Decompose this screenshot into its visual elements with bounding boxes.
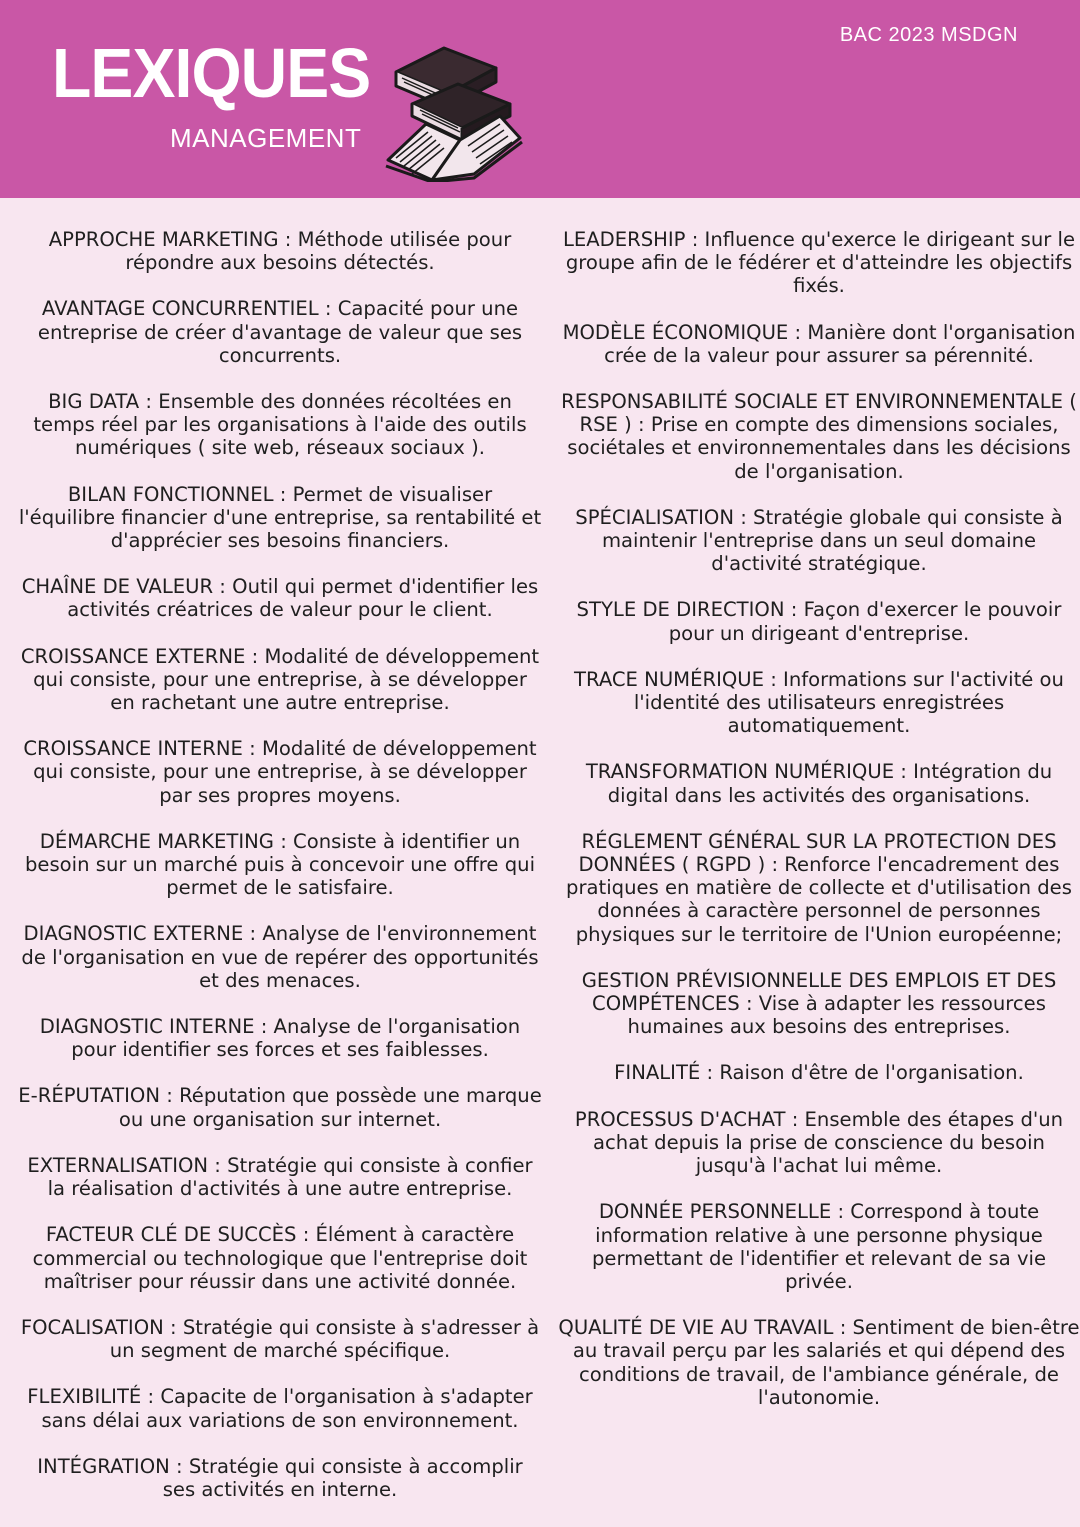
page-title: LEXIQUES	[52, 34, 371, 112]
glossary-entry: DONNÉE PERSONNELLE : Correspond à toute information relative à une personne physique permettant de l'identifier et relevant de sa vie privée.	[591, 1200, 1047, 1293]
glossary-entry: TRACE NUMÉRIQUE : Informations sur l'activité ou l'identité des utilisateurs enregistrées automatiquement.	[574, 667, 1064, 738]
glossary-entry: E-RÉPUTATION : Réputation que possède une marque ou une organisation sur internet.	[18, 1084, 542, 1131]
glossary-entry: EXTERNALISATION : Stratégie qui consiste à confier la réalisation d'activités à une autre entreprise.	[27, 1153, 533, 1201]
glossary-entry: RÉGLEMENT GÉNÉRAL SUR LA PROTECTION DES DONNÉES ( RGPD ) : Renforce l'encadrement des pratiques en matière de collecte et d'utilisation des données à caractère personnel de personnes physiques sur le territoire de l'Union européenne;	[566, 829, 1072, 946]
glossary-entry: BILAN FONCTIONNEL : Permet de visualiser l'équilibre financier d'une entreprise, sa rentabilité et d'apprécier ses besoins financiers.	[18, 482, 542, 553]
header-banner	[0, 0, 1080, 198]
left-column	[18, 228, 542, 1524]
glossary-entry: LEADERSHIP : Influence qu'exerce le dirigeant sur le groupe afin de le fédérer et d'atteindre les objectifs fixés.	[562, 228, 1076, 298]
glossary-entry: GESTION PRÉVISIONNELLE DES EMPLOIS ET DES COMPÉTENCES : Vise à adapter les ressources humaines aux besoins des entreprises.	[581, 968, 1057, 1039]
glossary-entry: MODÈLE ÉCONOMIQUE : Manière dont l'organisation crée de la valeur pour assurer sa pérennité.	[562, 320, 1076, 367]
glossary-entry: SPÉCIALISATION : Stratégie globale qui consiste à maintenir l'entreprise dans un seul domaine d'activité stratégique.	[575, 505, 1063, 576]
glossary-entry: CROISSANCE EXTERNE : Modalité de développement qui consiste, pour une entreprise, à se développer en rachetant une autre entreprise.	[20, 644, 540, 715]
glossary-entry: PROCESSUS D'ACHAT : Ensemble des étapes d'un achat depuis la prise de conscience du besoin jusqu'à l'achat lui même.	[574, 1107, 1064, 1178]
glossary-entry: FINALITÉ : Raison d'être de l'organisation.	[614, 1061, 1024, 1085]
right-column	[558, 228, 1080, 1432]
glossary-entry: QUALITÉ DE VIE AU TRAVAIL : Sentiment de bien-être au travail perçu par les salariés et qui dépend des conditions de travail, de l'ambiance générale, de l'autonomie.	[558, 1316, 1080, 1409]
glossary-entry: FOCALISATION : Stratégie qui consiste à s'adresser à un segment de marché spécifique.	[20, 1315, 540, 1363]
glossary-entry: DIAGNOSTIC EXTERNE : Analyse de l'environnement de l'organisation en vue de repérer des opportunités et des menaces.	[21, 922, 539, 992]
glossary-entry: APPROCHE MARKETING : Méthode utilisée pour répondre aux besoins détectés.	[48, 228, 512, 275]
glossary-entry: CROISSANCE INTERNE : Modalité de développement qui consiste, pour une entreprise, à se développer par ses propres moyens.	[23, 737, 537, 807]
glossary-entry: BIG DATA : Ensemble des données récoltées en temps réel par les organisations à l'aide des outils numériques ( site web, réseaux sociaux ).	[33, 390, 527, 460]
exam-tag: BAC 2023 MSDGN	[839, 24, 1018, 46]
glossary-entry: INTÉGRATION : Stratégie qui consiste à accomplir ses activités en interne.	[37, 1454, 523, 1501]
glossary-entry: STYLE DE DIRECTION : Façon d'exercer le pouvoir pour un dirigeant d'entreprise.	[576, 598, 1062, 645]
glossary-entry: RESPONSABILITÉ SOCIALE ET ENVIRONNEMENTALE ( RSE ) : Prise en compte des dimensions sociales, sociétales et environnementales dans les décisions de l'organisation.	[561, 390, 1077, 483]
glossary-entry: DÉMARCHE MARKETING : Consiste à identifier un besoin sur un marché puis à concevoir une offre qui permet de le satisfaire.	[24, 829, 536, 900]
page-subtitle: MANAGEMENT	[170, 123, 362, 153]
glossary-entry: FLEXIBILITÉ : Capacite de l'organisation à s'adapter sans délai aux variations de son environnement.	[27, 1385, 533, 1432]
glossary-entry: AVANTAGE CONCURRENTIEL : Capacité pour une entreprise de créer d'avantage de valeur que ses concurrents.	[37, 297, 523, 367]
glossary-entry: FACTEUR CLÉ DE SUCCÈS : Élément à caractère commercial ou technologique que l'entreprise doit maîtriser pour réussir dans une activité donnée.	[32, 1223, 528, 1293]
glossary-entry: CHAÎNE DE VALEUR : Outil qui permet d'identifier les activités créatrices de valeur pour le client.	[21, 575, 539, 622]
glossary-entry: TRANSFORMATION NUMÉRIQUE : Intégration du digital dans les activités des organisations.	[585, 760, 1053, 807]
books-icon	[382, 42, 524, 182]
glossary-entry: DIAGNOSTIC INTERNE : Analyse de l'organisation pour identifier ses forces et ses faiblesses.	[39, 1015, 521, 1062]
